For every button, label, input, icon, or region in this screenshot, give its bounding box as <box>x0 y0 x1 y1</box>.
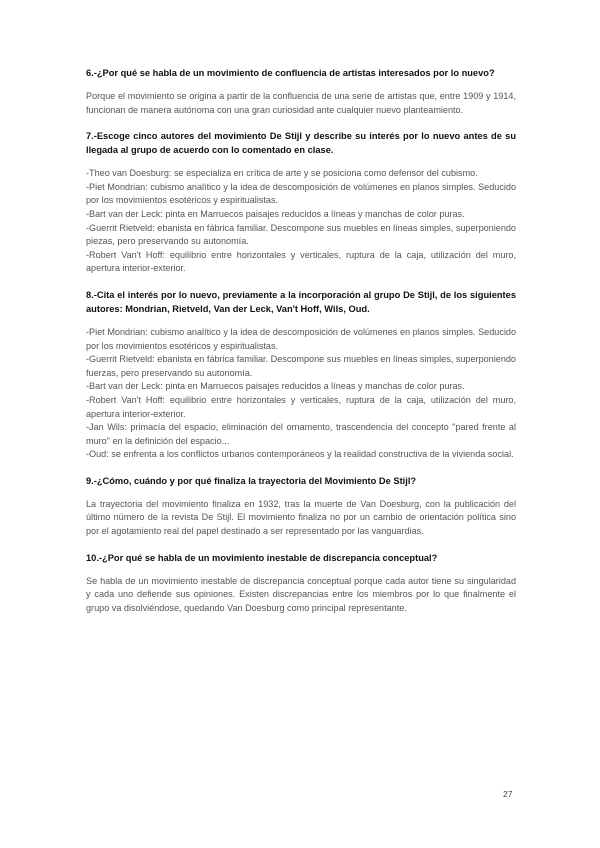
answer-paragraph: Se habla de un movimiento inestable de discrepancia conceptual porque cada autor tiene su singularidad y cada uno defiende sus opiniones. Existen discrepancias entre los miembros por lo que finalmente el grupo va disolviéndose, quedando Van Doesburg como principal representante. <box>86 575 516 613</box>
question-9-section <box>86 474 516 539</box>
list-item: -Jan Wils: primacía del espacio, eliminación del ornamento, trascendencia del concepto "pared frente al muro" en la definición del espacio... <box>86 422 516 446</box>
answer-paragraph: La trayectoria del movimiento finaliza en 1932, tras la muerte de Van Doesburg, con la publicación del último número de la revista De Stijl. El movimiento finaliza no por un cambio de orientación política sino por el agotamiento real del papel destinado a ser representado por las vanguardias. <box>86 498 516 537</box>
list-item: -Piet Mondrian: cubismo analítico y la idea de descomposición de volúmenes en planos simples. Seducido por los movimientos esotéricos y espiritualistas. <box>86 326 516 351</box>
list-item: -Bart van der Leck: pinta en Marruecos paisajes reducidos a líneas y manchas de color puras. <box>86 381 465 392</box>
question-8-answer-list <box>86 326 516 462</box>
document-page <box>86 66 516 627</box>
question-8-section <box>86 288 516 462</box>
list-item: -Piet Mondrian: cubismo analítico y la idea de descomposición de volúmenes en planos simples. Seducido por los movimientos esotéricos y espiritualistas. <box>86 181 516 206</box>
question-6-heading: 6.-¿Por qué se habla de un movimiento de confluencia de artistas interesados por lo nuevo? <box>86 68 495 78</box>
list-item: -Robert Van't Hoff: equilibrio entre horizontales y verticales, ruptura de la caja, utilización del muro, apertura interior-exterior. <box>86 249 516 274</box>
question-6-answer <box>86 90 516 117</box>
question-7-section <box>86 129 516 276</box>
question-10-heading: 10.-¿Por qué se habla de un movimiento inestable de discrepancia conceptual? <box>86 552 438 563</box>
list-item: -Robert Van't Hoff: equilibrio entre horizontales y verticales, ruptura de la caja, utilización del muro, apertura interior-exterior. <box>86 394 516 419</box>
list-item: -Bart van der Leck: pinta en Marruecos paisajes reducidos a líneas y manchas de color puras. <box>86 208 465 219</box>
question-7-answer-list <box>86 167 516 276</box>
list-item: -Guerrit Rietveld: ebanista en fábrica familiar. Descompone sus muebles en líneas simples, superponiendo piezas, pero preservando su autonomía. <box>86 222 516 247</box>
question-7-heading: 7.-Escoge cinco autores del movimiento De Stijl y describe su interés por lo nuevo antes de su llegada al grupo de acuerdo con lo comentado en clase. <box>86 131 516 156</box>
question-9-heading: 9.-¿Cómo, cuándo y por qué finaliza la trayectoria del Movimiento De Stijl? <box>86 475 417 486</box>
question-10-answer <box>86 575 516 616</box>
list-item: -Guerrit Rietveld: ebanista en fábrica familiar. Descompone sus muebles en líneas simples, superponiendo fuerzas, pero preservando su autonomía. <box>86 354 516 378</box>
question-10-section <box>86 551 516 616</box>
question-8-heading: 8.-Cita el interés por lo nuevo, previamente a la incorporación al grupo De Stijl, de los siguientes autores: Mondrian, Rietveld, Van der Leck, Van't Hoff, Wils, Oud. <box>86 289 516 314</box>
page-number: 27 <box>503 789 513 799</box>
list-item: -Theo van Doesburg: se especializa en crítica de arte y se posiciona como defensor del cubismo. <box>86 168 478 179</box>
question-6-section <box>86 66 516 117</box>
list-item: -Oud: se enfrenta a los conflictos urbanos contemporáneos y la realidad constructiva de la vivienda social. <box>86 449 514 460</box>
answer-paragraph: Porque el movimiento se origina a partir de la confluencia de una serie de artistas que, entre 1909 y 1914, funcionan de manera autónoma con una gran curiosidad ante cualquier nuevo planteamiento. <box>86 91 516 115</box>
question-9-answer <box>86 498 516 539</box>
